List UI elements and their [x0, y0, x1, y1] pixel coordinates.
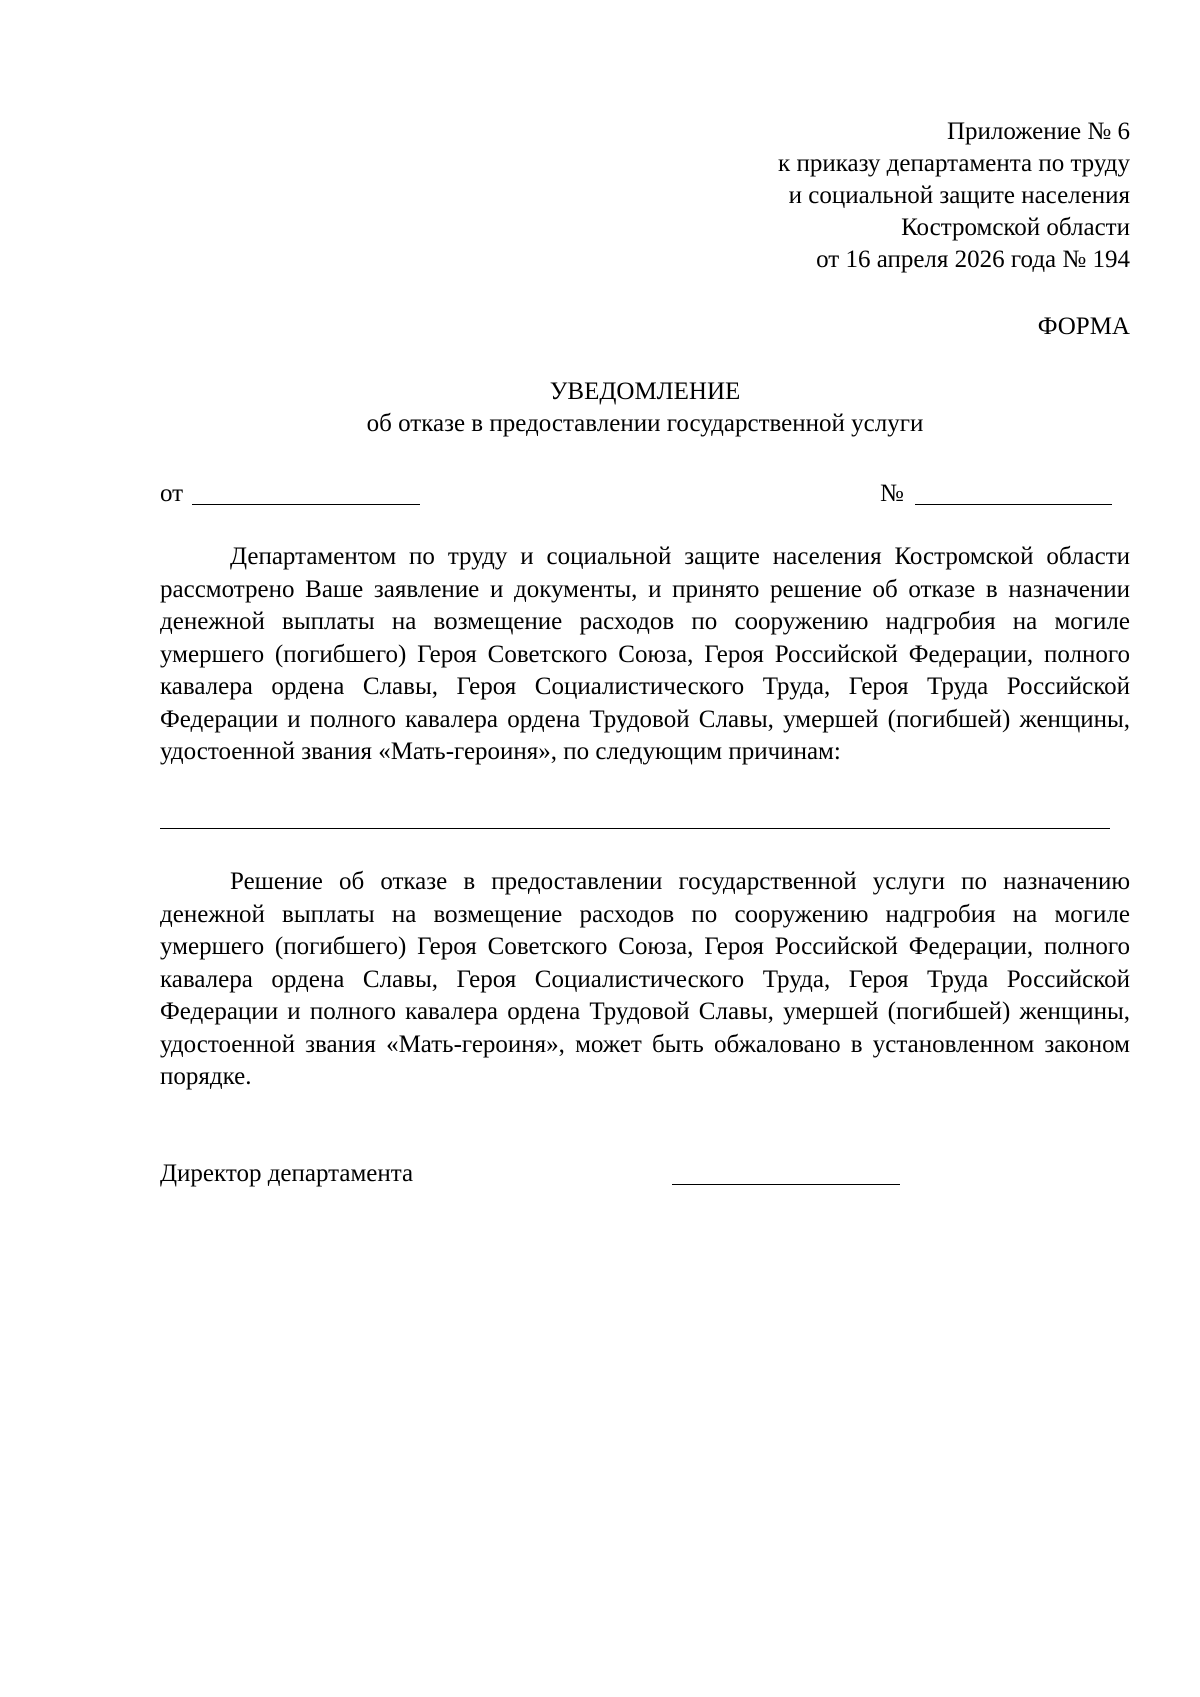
director-title: Директор департамента: [160, 1160, 414, 1187]
date-number-row: [160, 478, 1130, 512]
signature-blank-line: [672, 1184, 900, 1185]
reasons-blank-line: [160, 828, 1110, 829]
appendix-line: Костромской области: [901, 214, 1130, 241]
notice-subtitle: об отказе в предоставлении государственной услуги: [366, 410, 924, 437]
signature-row: [160, 1158, 1130, 1192]
date-blank-line: [192, 504, 420, 505]
body-paragraph-decision: Департаментом по труду и социальной защите населения Костромской области рассмотрено Ваше заявление и документы, и принято решение об отказе в назначении денежной выплаты на возмещение расходов по сооружению надгробия на могиле умершего (погибшего) Героя Советского Союза, Героя Российской Федерации, полного кавалера ордена Славы, Героя Социалистического Труда, Героя Труда Российской Федерации и полного кавалера ордена Трудовой Славы, умершей (погибшей) женщины, удостоенной звания «Мать-героиня», по следующим причинам:: [160, 543, 1130, 765]
appendix-line: Приложение № 6: [946, 118, 1130, 145]
appendix-line: от 16 апреля 2026 года № 194: [816, 246, 1130, 273]
notice-title: УВЕДОМЛЕНИЕ: [549, 378, 741, 405]
appendix-line: и социальной защите населения: [788, 182, 1130, 209]
number-blank-line: [915, 504, 1112, 505]
form-label: ФОРМА: [1037, 313, 1130, 340]
appendix-block: [778, 116, 1130, 276]
number-label: №: [880, 480, 904, 507]
body-paragraph-appeal: Решение об отказе в предоставлении государственной услуги по назначению денежной выплаты на возмещение расходов по сооружению надгробия на могиле умершего (погибшего) Героя Советского Союза, Героя Российской Федерации, полного кавалера ордена Славы, Героя Социалистического Труда, Героя Труда Российской Федерации и полного кавалера ордена Трудовой Славы, умершей (погибшей) женщины, удостоенной звания «Мать-героиня», может быть обжаловано в установленном законом порядке.: [160, 868, 1130, 1090]
appendix-line: к приказу департамента по труду: [778, 150, 1130, 177]
date-label: от: [160, 480, 184, 507]
